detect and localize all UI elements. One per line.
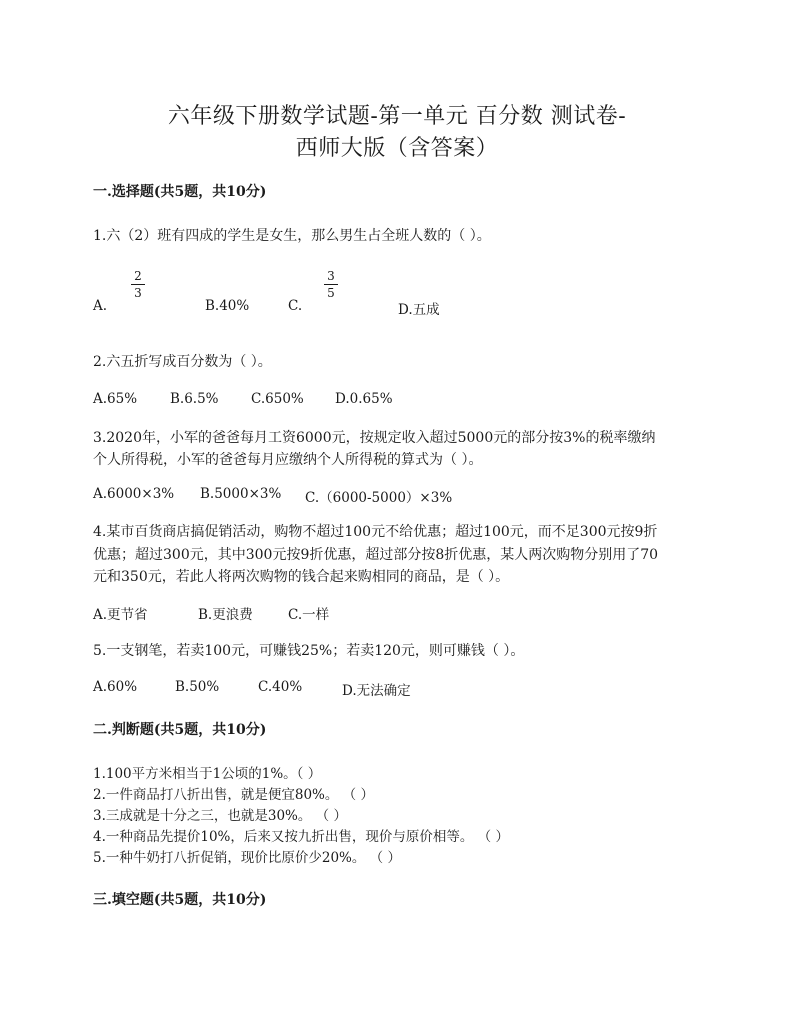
question-5-text: 5.一支钢笔，若卖100元，可赚钱25%；若卖120元，则可赚钱（ ）。 bbox=[93, 643, 525, 659]
q4-option-a: A.更节省 bbox=[93, 607, 148, 623]
section-choice-heading: 一.选择题(共5题，共10分) bbox=[93, 184, 267, 200]
question-2-text: 2.六五折写成百分数为（ ）。 bbox=[93, 354, 272, 370]
question-4-line-3: 元和350元，若此人将两次购物的钱合起来购相同的商品，是（ ）。 bbox=[93, 569, 510, 585]
q4-option-c: C.一样 bbox=[288, 607, 330, 623]
q3-option-b: B.5000×3% bbox=[200, 486, 282, 502]
q1-a-denominator: 3 bbox=[134, 286, 142, 300]
q1-option-a-fraction bbox=[131, 270, 145, 299]
question-3-line-1: 3.2020年，小军的爸爸每月工资6000元，按规定收入超过5000元的部分按3%的税率缴纳 bbox=[93, 430, 656, 446]
q1-option-d: D.五成 bbox=[398, 302, 440, 318]
q1-option-c-fraction bbox=[324, 270, 338, 299]
q1-option-b: B.40% bbox=[205, 298, 250, 314]
question-1-text: 1.六（2）班有四成的学生是女生，那么男生占全班人数的（ ）。 bbox=[93, 228, 491, 244]
q1-a-numerator: 2 bbox=[134, 269, 142, 283]
judge-item-4: 4.一种商品先提价10%，后来又按九折出售，现价与原价相等。 （ ） bbox=[93, 829, 509, 845]
section-judge-heading: 二.判断题(共5题，共10分) bbox=[93, 722, 267, 738]
q2-option-d: D.0.65% bbox=[335, 391, 393, 407]
q3-option-a: A.6000×3% bbox=[93, 486, 175, 502]
judge-item-1: 1.100平方米相当于1公顷的1%。（ ） bbox=[93, 766, 322, 782]
q2-option-a: A.65% bbox=[93, 391, 138, 407]
question-4-line-2: 优惠；超过300元，其中300元按9折优惠，超过部分按8折优惠，某人两次购物分别用了70 bbox=[93, 547, 659, 563]
q2-option-b: B.6.5% bbox=[170, 391, 219, 407]
q1-c-numerator: 3 bbox=[327, 269, 335, 283]
fraction-bar bbox=[324, 284, 338, 285]
q5-option-c: C.40% bbox=[258, 679, 303, 695]
q5-option-a: A.60% bbox=[93, 679, 138, 695]
question-3-line-2: 个人所得税，小军的爸爸每月应缴纳个人所得税的算式为（ ）。 bbox=[93, 452, 483, 468]
q1-option-a-label: A. bbox=[93, 298, 108, 314]
q5-option-d: D.无法确定 bbox=[342, 683, 411, 699]
judge-item-3: 3.三成就是十分之三，也就是30%。 （ ） bbox=[93, 808, 347, 824]
q1-option-c-label: C. bbox=[288, 298, 303, 314]
q4-option-b: B.更浪费 bbox=[198, 607, 253, 623]
question-4-line-1: 4.某市百货商店搞促销活动，购物不超过100元不给优惠；超过100元，而不足300元按9折 bbox=[93, 524, 658, 540]
section-fill-heading: 三.填空题(共5题，共10分) bbox=[93, 892, 267, 908]
q3-option-c: C.（6000-5000）×3% bbox=[305, 490, 453, 506]
judge-item-2: 2.一件商品打八折出售，就是便宜80%。 （ ） bbox=[93, 787, 374, 803]
q5-option-b: B.50% bbox=[175, 679, 220, 695]
judge-item-5: 5.一种牛奶打八折促销，现价比原价少20%。 （ ） bbox=[93, 850, 401, 866]
q2-option-c: C.650% bbox=[251, 391, 304, 407]
fraction-bar bbox=[131, 284, 145, 285]
page-subtitle: 西师大版（含答案） bbox=[295, 136, 499, 161]
q1-c-denominator: 5 bbox=[327, 286, 335, 300]
page-title: 六年级下册数学试题-第一单元 百分数 测试卷- bbox=[167, 104, 627, 129]
